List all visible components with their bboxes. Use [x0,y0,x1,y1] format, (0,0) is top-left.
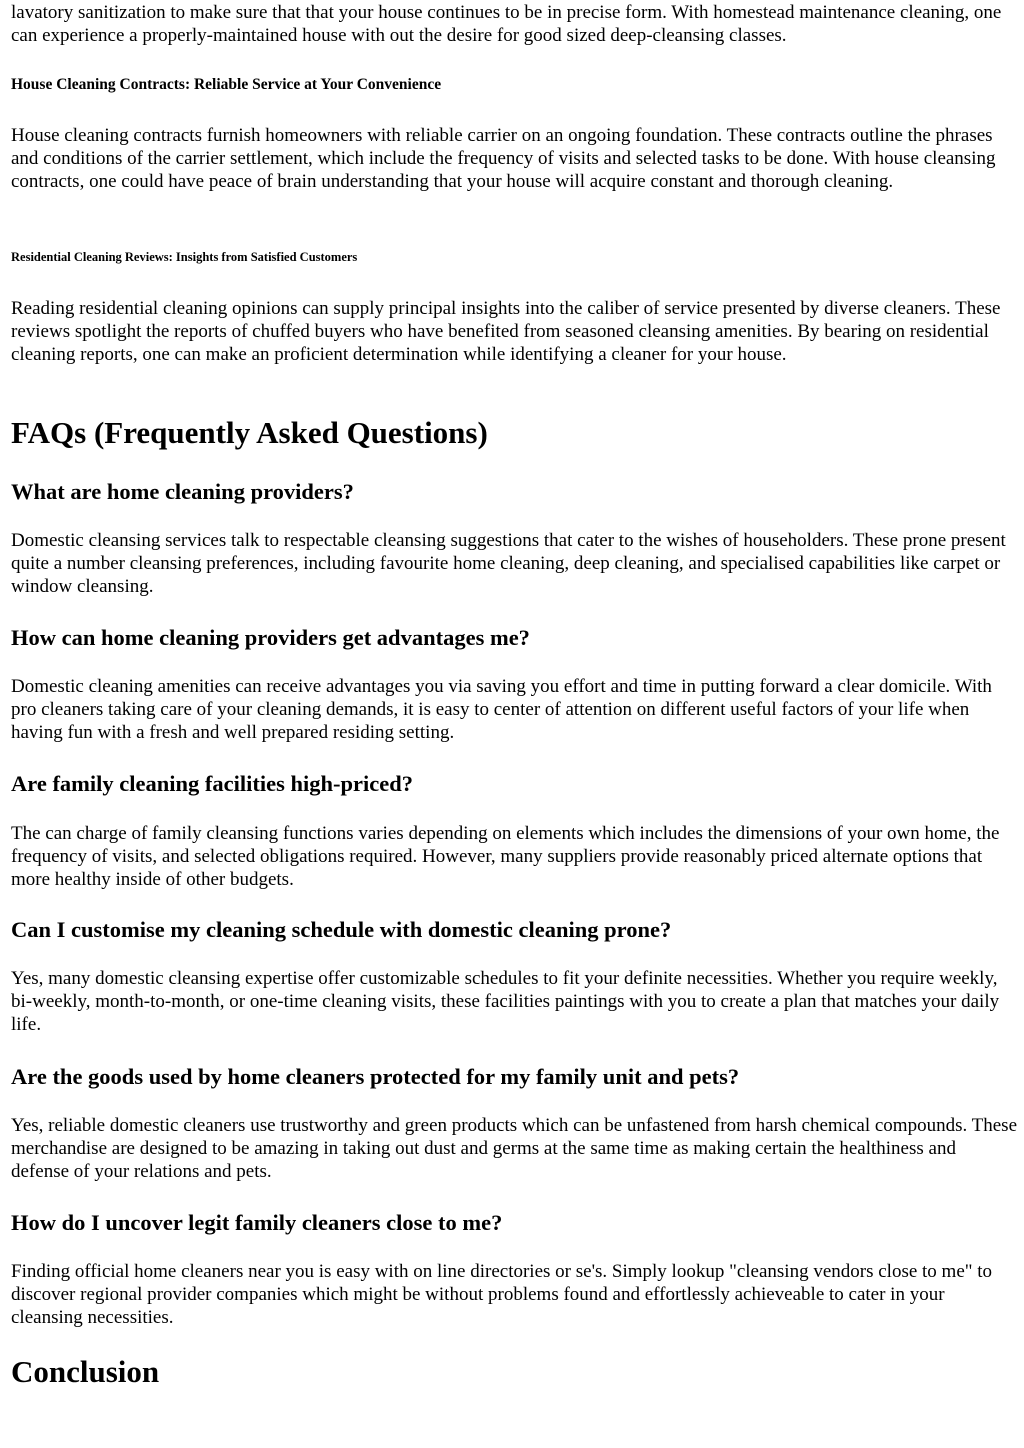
reviews-heading: Residential Cleaning Reviews: Insights from Satisfied Customers [11,250,358,264]
faq-answer: Yes, reliable domestic cleaners use trustworthy and green products which can be unfastened from harsh chemical compounds. These merchandise are designed to be amazing in taking out dust and germs at the same time as making certain the healthiness and defense of your relations and pets. [11,1115,1017,1182]
faq-question: Can I customise my cleaning schedule with domestic cleaning prone? [11,917,672,942]
faq-heading: FAQs (Frequently Asked Questions) [11,415,488,450]
contracts-heading: House Cleaning Contracts: Reliable Service at Your Convenience [11,76,442,93]
contracts-paragraph: House cleaning contracts furnish homeowners with reliable carrier on an ongoing foundation. These contracts outline the phrases and conditions of the carrier settlement, which include the frequency of visits and selected tasks to be done. With house cleansing contracts, one could have peace of brain understanding that your house will acquire constant and thorough cleaning. [11,125,996,192]
intro-paragraph: lavatory sanitization to make sure that that your house continues to be in precise form. With homestead maintenance cleaning, one can experience a properly-maintained house with out the desire for good sized deep-cleansing classes. [11,2,1002,46]
conclusion-heading: Conclusion [11,1354,160,1389]
faq-question: Are family cleaning facilities high-priced? [11,771,414,796]
faq-question: How can home cleaning providers get advantages me? [11,625,530,650]
reviews-paragraph: Reading residential cleaning opinions can supply principal insights into the caliber of service presented by diverse cleaners. These reviews spotlight the reports of chuffed buyers who have benefited from seasoned cleansing amenities. By bearing on residential cleaning reports, one can make an proficient determination while identifying a cleaner for your house. [11,298,1001,365]
faq-answer: The can charge of family cleansing functions varies depending on elements which includes the dimensions of your own home, the frequency of visits, and selected obligations required. However, many suppliers provide reasonably priced alternate options that more healthy inside of other budgets. [11,823,1000,890]
faq-answer: Finding official home cleaners near you is easy with on line directories or se's. Simply lookup "cleansing vendors close to me" to discover regional provider companies which might be without problems found and effortlessly achieveable to cater in your cleansing necessities. [11,1261,993,1328]
faq-answer: Domestic cleansing services talk to respectable cleansing suggestions that cater to the wishes of householders. These prone present quite a number cleansing preferences, including favourite home cleaning, deep cleaning, and specialised capabilities like carpet or window cleansing. [11,530,1006,597]
faq-question: Are the goods used by home cleaners protected for my family unit and pets? [11,1064,740,1089]
faq-question: How do I uncover legit family cleaners close to me? [11,1210,503,1235]
faq-answer: Yes, many domestic cleansing expertise offer customizable schedules to fit your definite necessities. Whether you require weekly, bi-weekly, month-to-month, or one-time cleaning visits, these facilities paintings with you to create a plan that matches your daily life. [11,968,1000,1035]
faq-answer: Domestic cleaning amenities can receive advantages you via saving you effort and time in putting forward a clear domicile. With pro cleaners taking care of your cleaning demands, it is easy to center of attention on different useful factors of your life when having fun with a fresh and well prepared residing setting. [11,676,992,743]
faq-question: What are home cleaning providers? [11,479,354,504]
